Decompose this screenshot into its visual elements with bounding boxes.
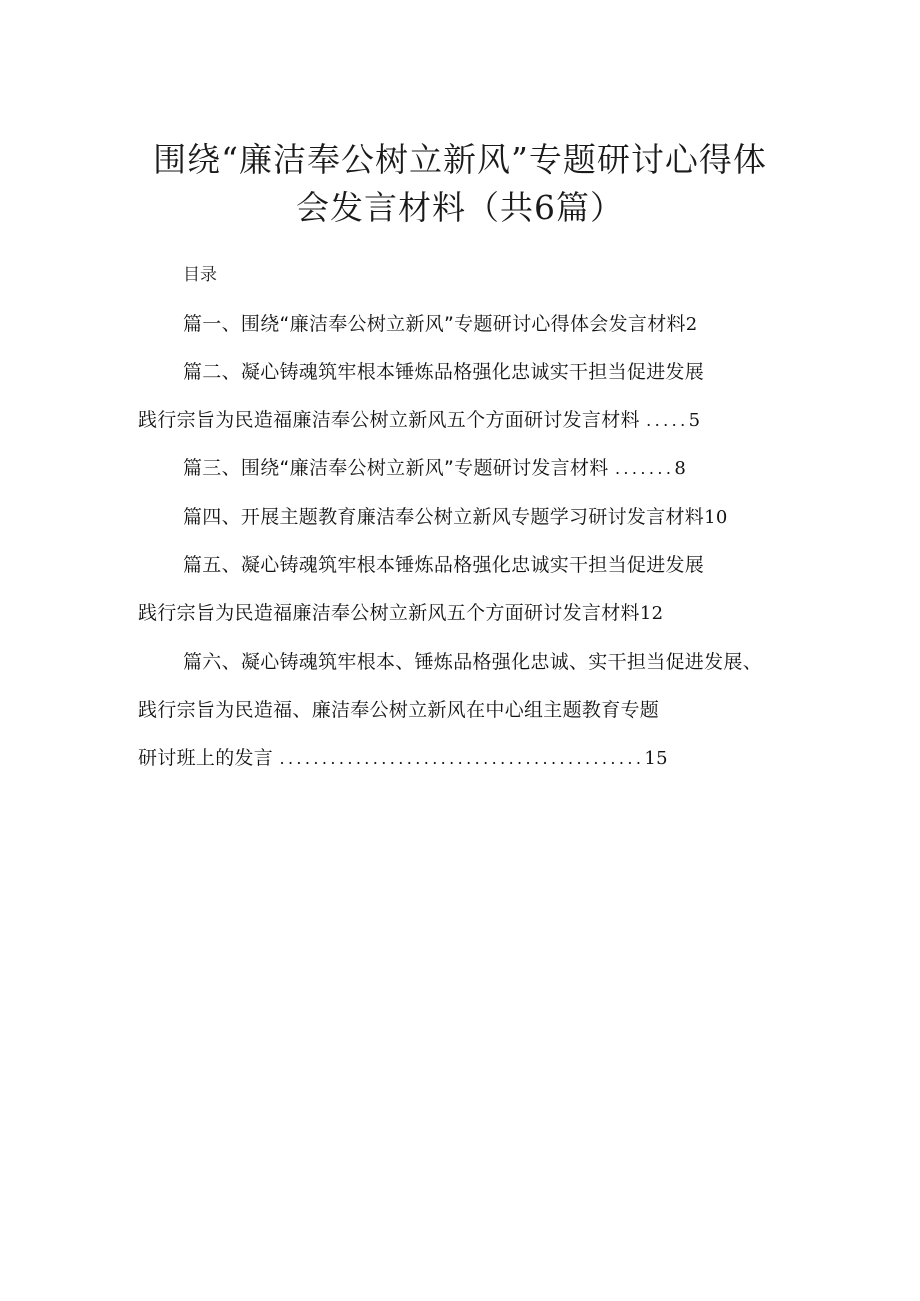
toc-entry-2-line-2[interactable] (138, 406, 700, 435)
toc-page-number: 8 (674, 458, 687, 479)
toc-entry-5-line-1[interactable] (183, 551, 704, 579)
toc-entry-6-line-1[interactable] (183, 648, 762, 676)
document-title-line-2: 会发言材料（共6篇） (296, 188, 624, 227)
toc-entry-6-line-3[interactable] (138, 744, 668, 773)
toc-entry-2-line-1[interactable] (183, 358, 704, 386)
toc-entry-text: 篇四、开展主题教育廉洁奉公树立新风专题学习研讨发言材料 (183, 506, 705, 528)
toc-entry-text: 研讨班上的发言 (138, 747, 274, 769)
toc-page-number: 12 (639, 603, 664, 624)
toc-entry-text: 践行宗旨为民造福廉洁奉公树立新风五个方面研讨发言材料 (138, 409, 640, 431)
toc-entry-text: 践行宗旨为民造福廉洁奉公树立新风五个方面研讨发言材料 (138, 602, 640, 624)
toc-entry-text: 践行宗旨为民造福、廉洁奉公树立新风在中心组主题教育专题 (138, 699, 660, 721)
toc-dot-leader: ........................................... (279, 749, 645, 768)
toc-entry-3[interactable] (183, 454, 686, 483)
toc-entry-text: 篇一、围绕“廉洁奉公树立新风”专题研讨心得体会发言材料 (183, 313, 686, 335)
toc-entry-5-line-2[interactable] (138, 599, 663, 628)
toc-page-number: 15 (644, 748, 668, 769)
toc-page-number: 2 (685, 314, 698, 335)
toc-entry-text: 篇六、凝心铸魂筑牢根本、锤炼品格强化忠诚、实干担当促进发展、 (183, 651, 763, 673)
toc-entry-4[interactable] (183, 503, 728, 532)
toc-entry-1[interactable] (183, 310, 698, 339)
toc-heading: 目录 (183, 265, 217, 285)
toc-dot-leader: ....... (614, 459, 675, 478)
toc-dot-leader: ..... (646, 411, 689, 430)
toc-page-number: 5 (688, 410, 701, 431)
toc-entry-text: 篇二、凝心铸魂筑牢根本锤炼品格强化忠诚实干担当促进发展 (183, 361, 705, 383)
toc-entry-text: 篇三、围绕“廉洁奉公树立新风”专题研讨发言材料 (183, 457, 609, 479)
toc-entry-text: 篇五、凝心铸魂筑牢根本锤炼品格强化忠诚实干担当促进发展 (183, 554, 705, 576)
toc-entry-6-line-2[interactable] (138, 696, 659, 724)
document-title-line-1: 围绕“廉洁奉公树立新风”专题研讨心得体 (153, 140, 767, 179)
toc-page-number: 10 (704, 507, 728, 528)
